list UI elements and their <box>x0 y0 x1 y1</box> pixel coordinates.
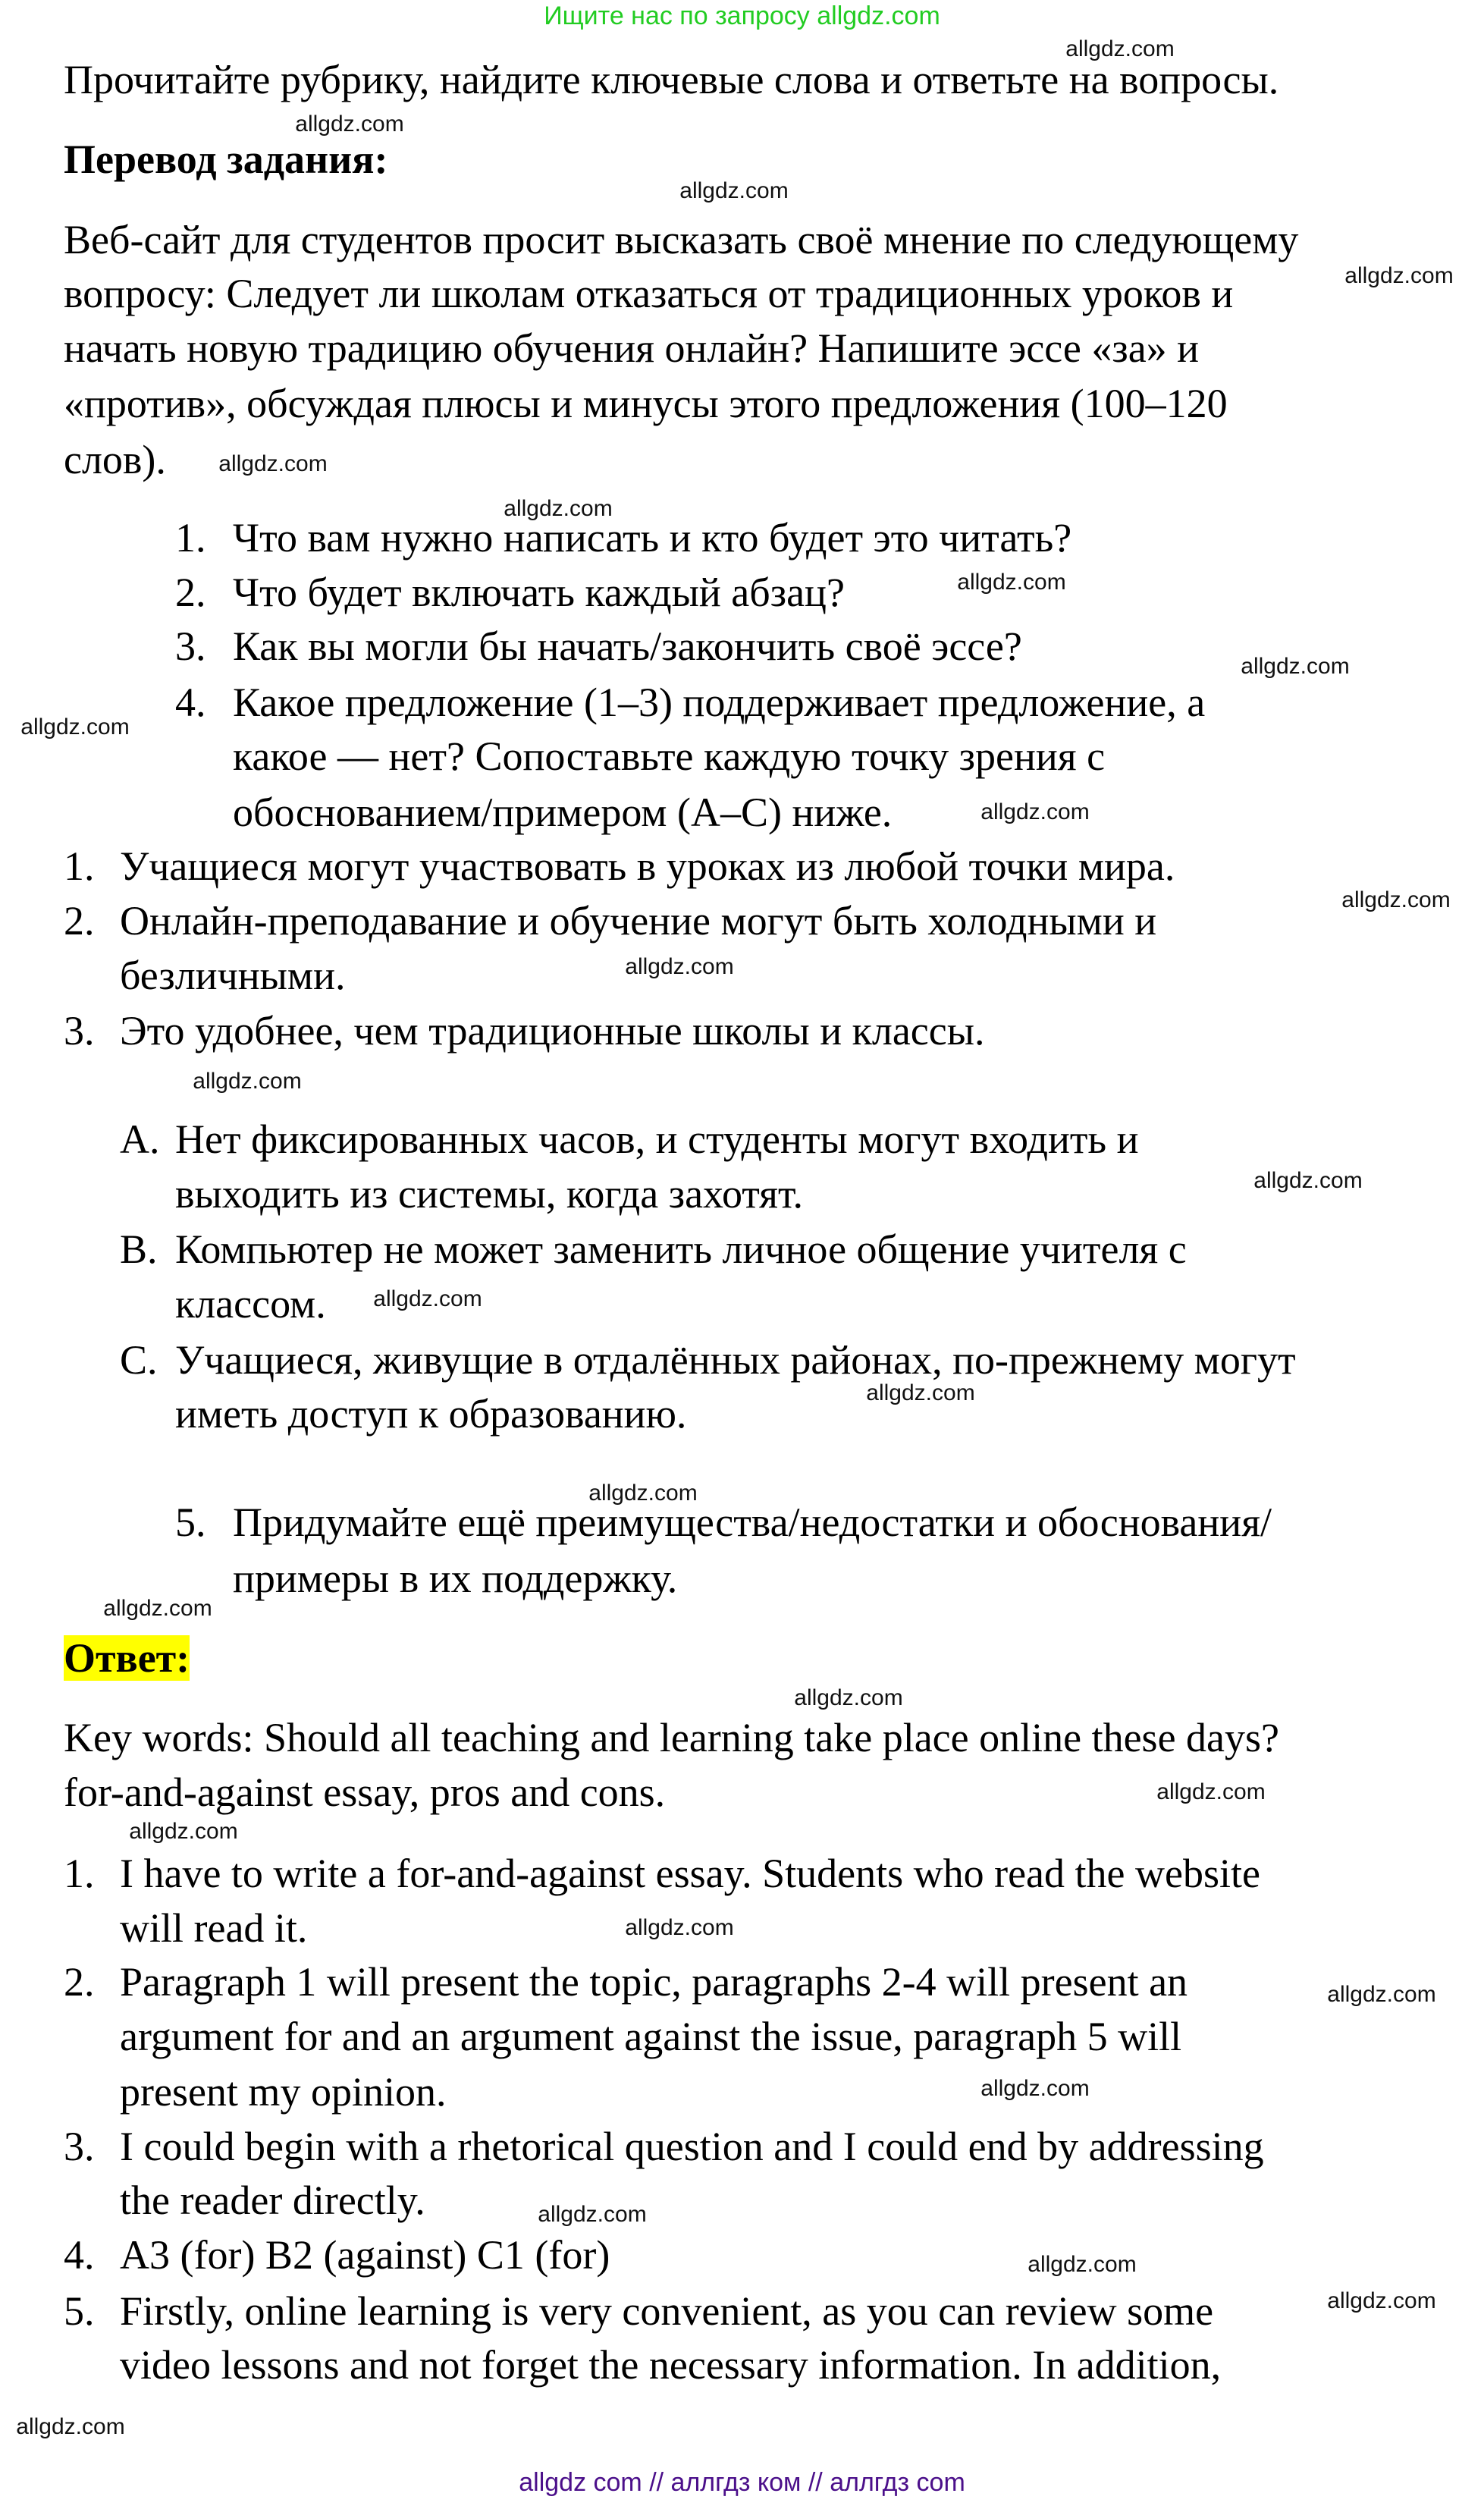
answer-item: Firstly, online learning is very convenient, as you can review some <box>120 2288 1214 2334</box>
paragraph-line: Веб-сайт для студентов просит высказать своё мнение по следующему <box>64 217 1299 262</box>
watermark: allgdz.com <box>980 2076 1090 2101</box>
answer-item: will read it. <box>120 1905 308 1951</box>
list-item: Придумайте ещё преимущества/недостатки и обоснования/ <box>233 1499 1272 1545</box>
list-item: Какое предложение (1–3) поддерживает предложение, а <box>233 680 1206 725</box>
answer-item: I could begin with a rhetorical question and I could end by addressing <box>120 2124 1264 2169</box>
watermark: allgdz.com <box>1028 2252 1137 2277</box>
list-number: 2. <box>64 1959 95 2005</box>
answer-item: present my opinion. <box>120 2069 447 2115</box>
answer-item: I have to write a for-and-against essay. Students who read the website <box>120 1851 1260 1896</box>
list-number: 3. <box>175 623 206 669</box>
watermark: allgdz.com <box>218 451 328 476</box>
list-number: 2. <box>64 898 95 944</box>
list-number: 1. <box>175 515 206 561</box>
keywords-line: for-and-against essay, pros and cons. <box>64 1769 666 1815</box>
paragraph-line: слов). <box>64 437 166 482</box>
answer-item: the reader directly. <box>120 2178 425 2223</box>
watermark: allgdz.com <box>1253 1168 1363 1193</box>
watermark: allgdz.com <box>1156 1779 1266 1804</box>
watermark: allgdz.com <box>103 1596 212 1621</box>
watermark: allgdz.com <box>193 1069 302 1094</box>
instruction: Прочитайте рубрику, найдите ключевые слова и ответьте на вопросы. <box>64 57 1279 102</box>
keywords-line: Key words: Should all teaching and learning take place online these days? <box>64 1715 1279 1760</box>
watermark: allgdz.com <box>16 2414 125 2439</box>
watermark: allgdz.com <box>373 1286 482 1311</box>
list-item: Онлайн-преподавание и обучение могут быть холодными и <box>120 898 1157 944</box>
watermark: allgdz.com <box>1065 36 1175 61</box>
list-number: 3. <box>64 2124 95 2169</box>
list-item: примеры в их поддержку. <box>233 1556 678 1601</box>
paragraph-line: начать новую традицию обучения онлайн? Напишите эссе «за» и <box>64 325 1200 371</box>
watermark: allgdz.com <box>625 954 734 979</box>
list-item: безличными. <box>120 953 346 998</box>
list-number: 2. <box>175 570 206 615</box>
footer-links[interactable]: allgdz com // аллгдз ком // аллгдз com <box>519 2468 965 2497</box>
watermark: allgdz.com <box>1327 1982 1436 2007</box>
watermark: allgdz.com <box>957 570 1066 595</box>
watermark: allgdz.com <box>679 178 789 203</box>
list-number: 1. <box>64 1851 95 1896</box>
watermark: allgdz.com <box>20 714 130 740</box>
watermark: allgdz.com <box>588 1481 698 1506</box>
list-item: Что будет включать каждый абзац? <box>233 570 845 615</box>
watermark: allgdz.com <box>1241 654 1350 679</box>
watermark: allgdz.com <box>1344 263 1454 288</box>
list-item: классом. <box>175 1281 326 1327</box>
watermark: allgdz.com <box>129 1819 238 1844</box>
list-letter: C. <box>120 1337 158 1383</box>
watermark: allgdz.com <box>295 111 404 137</box>
answer-heading: Ответ: <box>64 1635 190 1681</box>
watermark: allgdz.com <box>866 1380 975 1405</box>
paragraph-line: «против», обсуждая плюсы и минусы этого предложения (100–120 <box>64 381 1228 426</box>
search-hint-header: Ищите нас по запросу allgdz.com <box>544 2 940 30</box>
list-number: 5. <box>175 1499 206 1545</box>
list-item: Учащиеся, живущие в отдалённых районах, по-прежнему могут <box>175 1337 1296 1383</box>
list-number: 5. <box>64 2288 95 2334</box>
watermark: allgdz.com <box>1341 887 1451 912</box>
list-item: Учащиеся могут участвовать в уроках из любой точки мира. <box>120 843 1175 889</box>
watermark: allgdz.com <box>538 2202 647 2227</box>
answer-item: Paragraph 1 will present the topic, paragraphs 2-4 will present an <box>120 1959 1188 2005</box>
answer-item: video lessons and not forget the necessary information. In addition, <box>120 2342 1222 2388</box>
watermark: allgdz.com <box>980 799 1090 824</box>
list-letter: B. <box>120 1226 158 1272</box>
list-item: иметь доступ к образованию. <box>175 1391 687 1437</box>
list-item: Компьютер не может заменить личное общение учителя с <box>175 1226 1187 1272</box>
list-number: 1. <box>64 843 95 889</box>
list-item: Как вы могли бы начать/закончить своё эссе? <box>233 623 1022 669</box>
list-number: 4. <box>64 2232 95 2278</box>
paragraph-line: вопросу: Следует ли школам отказаться от традиционных уроков и <box>64 271 1234 316</box>
list-item: какое — нет? Сопоставьте каждую точку зрения с <box>233 733 1106 779</box>
list-letter: A. <box>120 1116 160 1162</box>
answer-item: argument for and an argument against the issue, paragraph 5 will <box>120 2014 1182 2059</box>
answer-item: A3 (for) B2 (against) C1 (for) <box>120 2232 610 2278</box>
list-item: Что вам нужно написать и кто будет это читать? <box>233 515 1072 561</box>
list-item: обоснованием/примером (A–C) ниже. <box>233 790 893 835</box>
translation-heading: Перевод задания: <box>64 137 388 182</box>
watermark: allgdz.com <box>794 1685 903 1710</box>
list-item: Это удобнее, чем традиционные школы и классы. <box>120 1008 985 1054</box>
watermark: allgdz.com <box>1327 2288 1436 2313</box>
watermark: allgdz.com <box>504 496 613 521</box>
list-number: 3. <box>64 1008 95 1054</box>
list-number: 4. <box>175 680 206 725</box>
watermark: allgdz.com <box>625 1915 734 1940</box>
list-item: выходить из системы, когда захотят. <box>175 1171 804 1217</box>
list-item: Нет фиксированных часов, и студенты могут входить и <box>175 1116 1139 1162</box>
